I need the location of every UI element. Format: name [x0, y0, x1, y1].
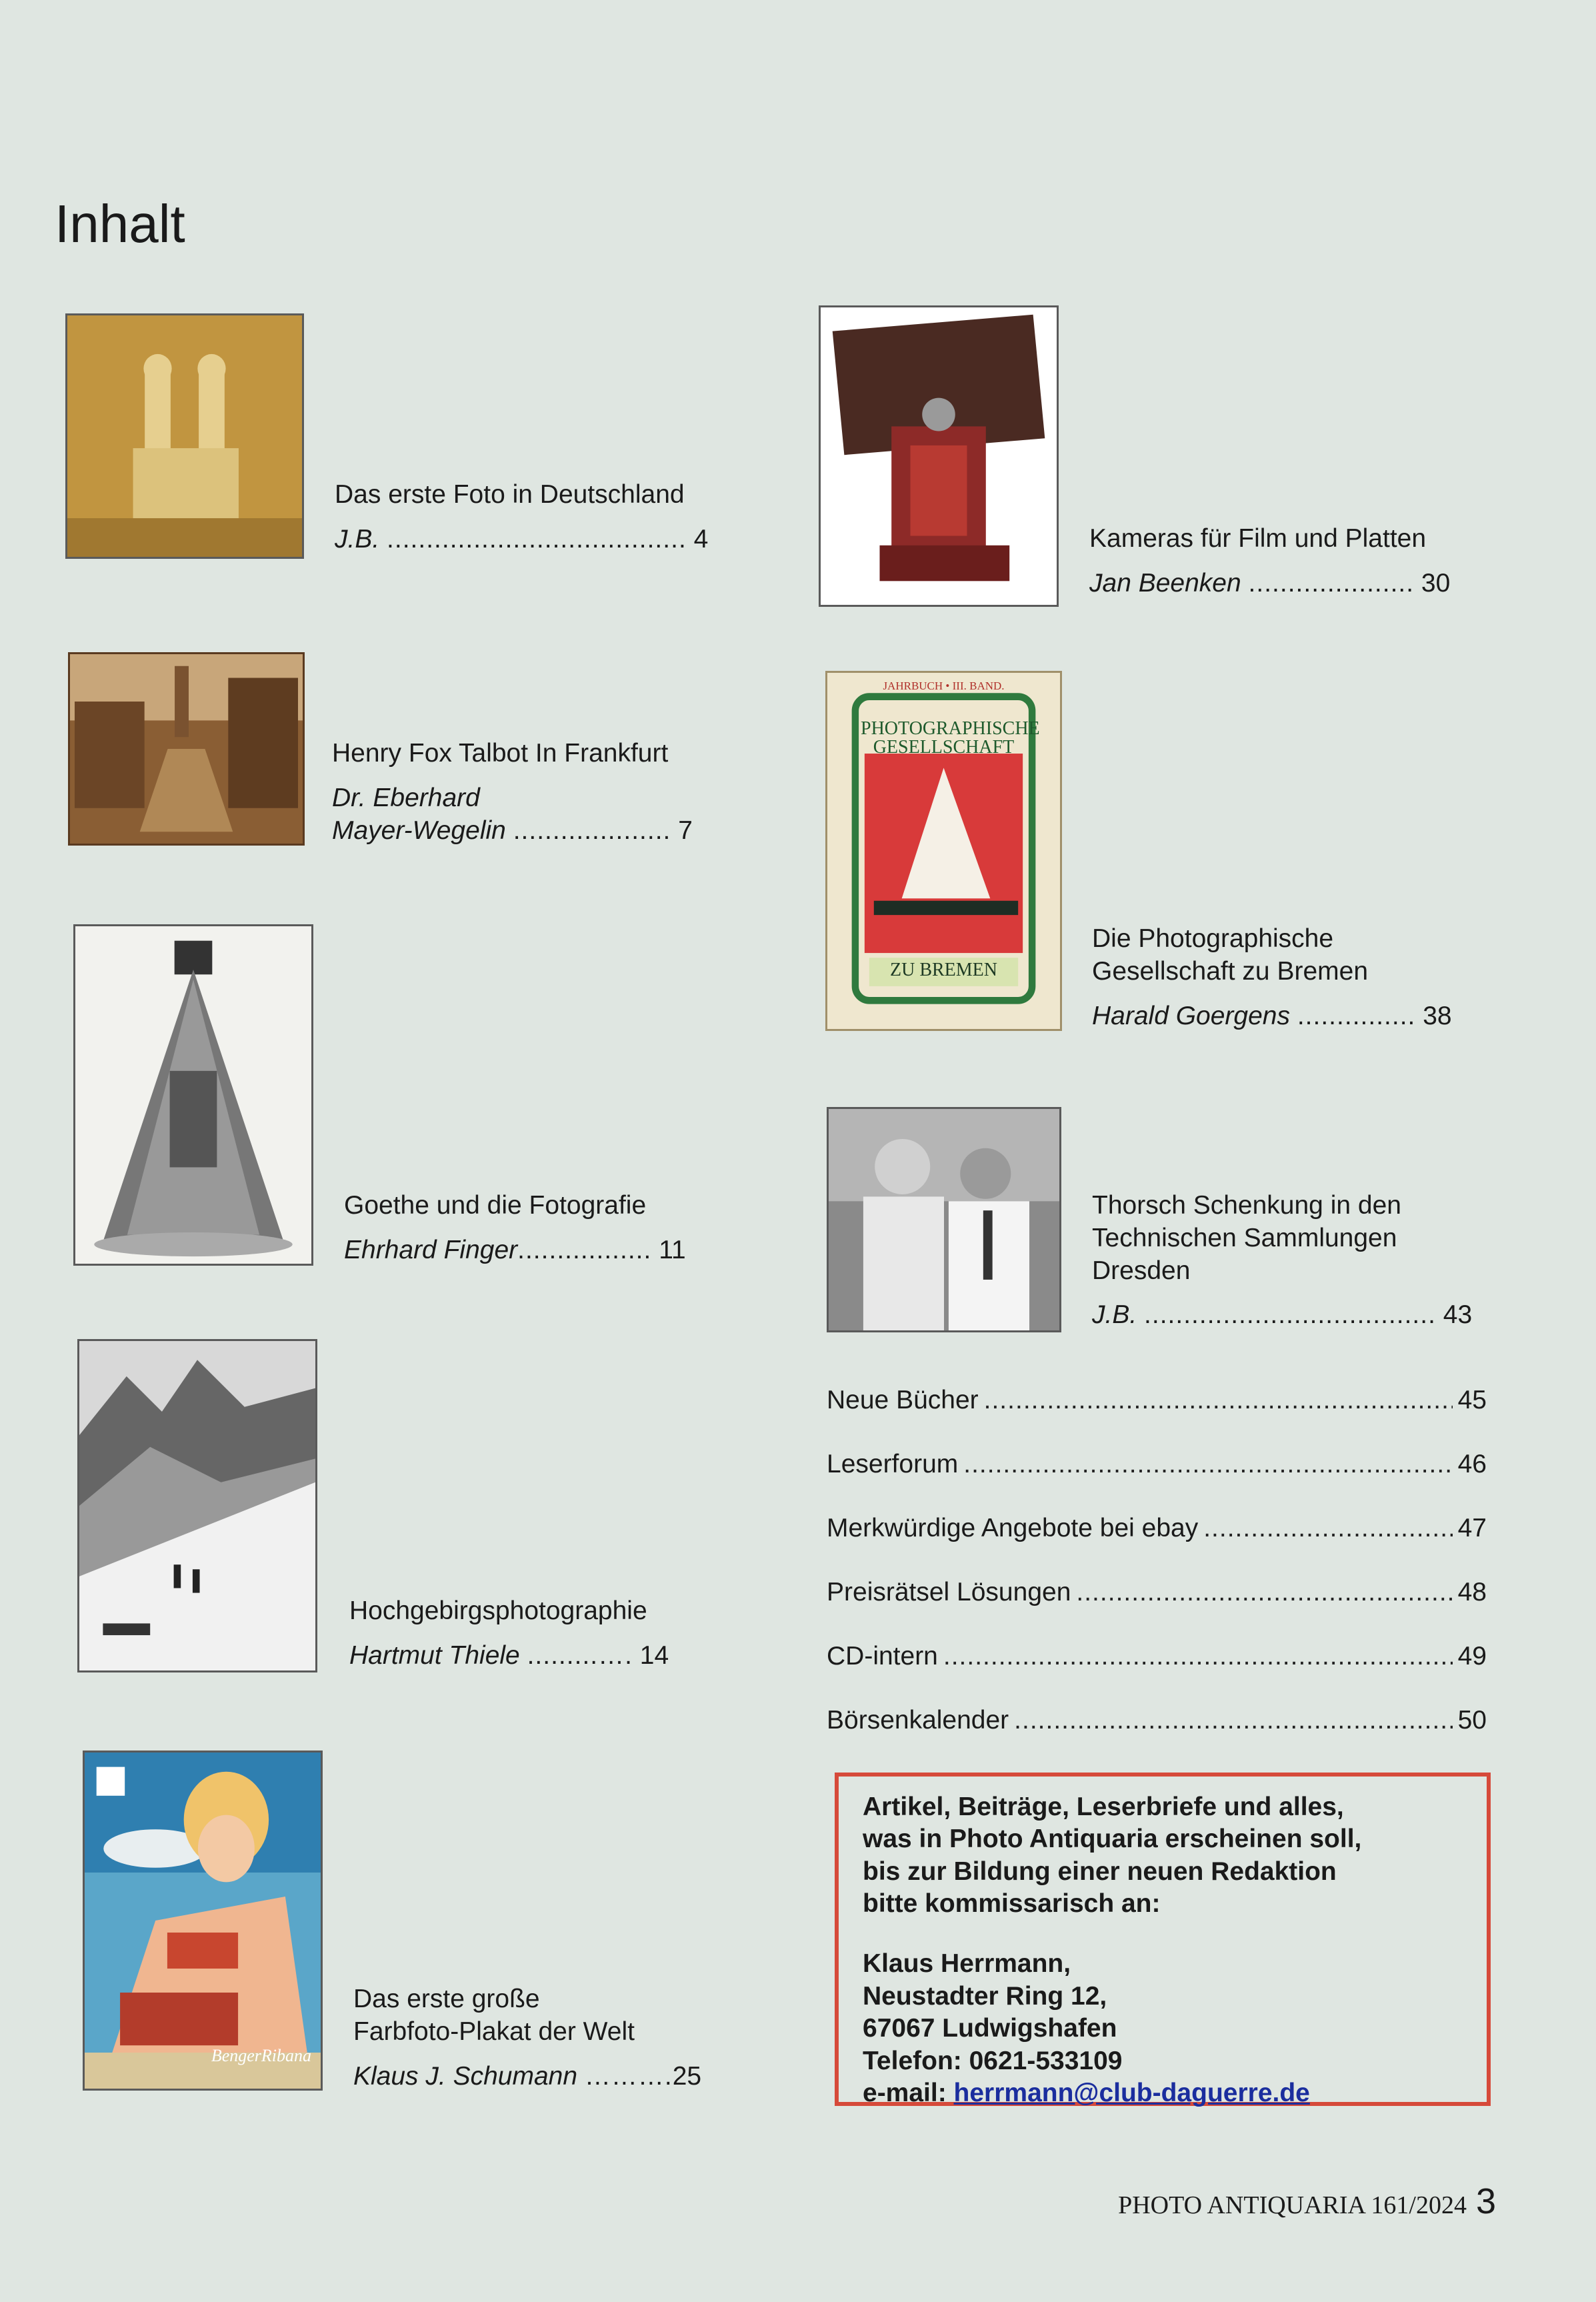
article-page: 14 — [639, 1640, 669, 1670]
article-author: Jan Beenken ..................... 30 — [1089, 568, 1451, 598]
list-item-page: 46 — [1457, 1450, 1487, 1478]
article-title-line1[interactable]: Das erste große — [353, 1985, 540, 2013]
list-item[interactable] — [827, 1450, 1487, 1479]
list-item-label[interactable]: Neue Bücher — [827, 1386, 979, 1414]
list-item[interactable] — [827, 1386, 1487, 1415]
contact-email-link[interactable]: herrmann@club-daguerre.de — [953, 2078, 1310, 2107]
page-number: 3 — [1475, 2181, 1496, 2221]
contact-phone: Telefon: 0621-533109 — [863, 2046, 1123, 2075]
article-page: 38 — [1423, 1001, 1452, 1030]
article-title[interactable]: Das erste Foto in Deutschland — [335, 480, 685, 509]
notice-line: bis zur Bildung einer neuen Redaktion — [863, 1857, 1337, 1886]
article-entry[interactable] — [335, 479, 735, 556]
notice-line: Artikel, Beiträge, Leserbriefe und alles, — [863, 1793, 1344, 1821]
article-title[interactable]: Farbfoto-Plakat der Welt — [353, 2017, 635, 2046]
list-item[interactable] — [827, 1578, 1487, 1607]
contact-city: 67067 Ludwigshafen — [863, 2014, 1117, 2043]
article-author: J.B. ...................................... 4 — [335, 524, 709, 553]
cover-top-text: JAHRBUCH • III. BAND. — [883, 680, 1005, 692]
notice-line: was in Photo Antiquaria erscheinen soll, — [863, 1825, 1362, 1854]
article-author-line1: Dr. Eberhard — [332, 783, 480, 812]
article-title[interactable]: Kameras für Film und Platten — [1089, 524, 1427, 553]
article-title-line2[interactable]: Technischen Sammlungen — [1092, 1223, 1397, 1252]
article-title[interactable]: Gesellschaft zu Bremen — [1092, 956, 1369, 986]
article-page: 11 — [659, 1235, 686, 1264]
article-title[interactable]: Dresden — [1092, 1256, 1191, 1285]
article-title-line1[interactable]: Die Photographische — [1092, 924, 1334, 953]
list-item-label[interactable]: Preisrätsel Lösungen — [827, 1578, 1071, 1606]
jahrbuch-cover — [825, 671, 1062, 1031]
article-entry[interactable] — [1092, 923, 1492, 1032]
journal-issue: PHOTO ANTIQUARIA 161/2024 — [1118, 2191, 1467, 2219]
list-item[interactable] — [827, 1514, 1487, 1543]
list-item-label[interactable]: Leserforum — [827, 1450, 959, 1478]
list-item-label[interactable]: CD-intern — [827, 1642, 938, 1670]
cover-title-text: PHOTOGRAPHISCHE GESELLSCHAFT — [861, 718, 1040, 758]
article-entry[interactable] — [349, 1595, 749, 1672]
article-page: 30 — [1421, 568, 1451, 598]
contact-email-row: e-mail: herrmann@club-daguerre.de — [863, 2078, 1310, 2107]
list-item[interactable] — [827, 1642, 1487, 1671]
list-item-label[interactable]: Merkwürdige Angebote bei ebay — [827, 1514, 1199, 1542]
list-item-page: 48 — [1457, 1578, 1487, 1606]
article-title[interactable]: Hochgebirgsphotographie — [349, 1596, 647, 1625]
poster-brand-text: BengerRibana — [211, 2046, 311, 2065]
list-item-label[interactable]: Börsenkalender — [827, 1706, 1009, 1735]
article-author: Mayer-Wegelin .................... 7 — [332, 816, 693, 845]
article-entry[interactable] — [1089, 523, 1489, 600]
article-entry[interactable] — [332, 738, 732, 847]
article-author: Ehrhard Finger................. 11 — [344, 1235, 686, 1264]
cover-bottom-text: ZU BREMEN — [890, 960, 997, 980]
page-footer — [1118, 2181, 1496, 2222]
article-entry[interactable] — [353, 1983, 787, 2093]
article-entry[interactable] — [344, 1190, 744, 1267]
article-entry[interactable] — [1092, 1190, 1492, 1332]
page-title: Inhalt — [55, 194, 185, 253]
article-author: J.B. ..................................... 43 — [1092, 1300, 1473, 1330]
frauenkirche-photo — [65, 313, 304, 559]
contact-street: Neustadter Ring 12, — [863, 1981, 1107, 2011]
pinup-poster — [83, 1751, 323, 2091]
folding-camera-photo — [819, 305, 1059, 607]
article-author: Hartmut Thiele .........…. 14 — [349, 1640, 669, 1670]
tent-camera-engraving — [73, 924, 313, 1266]
article-page: 25 — [672, 2061, 702, 2091]
article-title[interactable]: Henry Fox Talbot In Frankfurt — [332, 739, 669, 768]
list-item-page: 49 — [1457, 1642, 1487, 1670]
article-author: Harald Goergens ............... 38 — [1092, 1001, 1452, 1030]
list-item-page: 47 — [1457, 1514, 1487, 1542]
article-page: 7 — [678, 816, 693, 845]
article-title[interactable]: Goethe und die Fotografie — [344, 1191, 647, 1220]
editorial-notice-box — [835, 1773, 1491, 2106]
contact-name: Klaus Herrmann, — [863, 1949, 1071, 1979]
list-item[interactable] — [827, 1706, 1487, 1735]
two-men-photo — [827, 1107, 1061, 1332]
article-page: 43 — [1443, 1300, 1473, 1330]
list-item-page: 50 — [1457, 1706, 1487, 1735]
article-author: Klaus J. Schumann ……….25 — [353, 2061, 702, 2091]
mountain-photo — [77, 1339, 317, 1672]
frankfurt-street-photo — [68, 652, 305, 846]
article-page: 4 — [693, 524, 709, 553]
notice-line: bitte kommissarisch an: — [863, 1889, 1161, 1919]
article-title-line1[interactable]: Thorsch Schenkung in den — [1092, 1191, 1401, 1220]
list-item-page: 45 — [1457, 1386, 1487, 1414]
